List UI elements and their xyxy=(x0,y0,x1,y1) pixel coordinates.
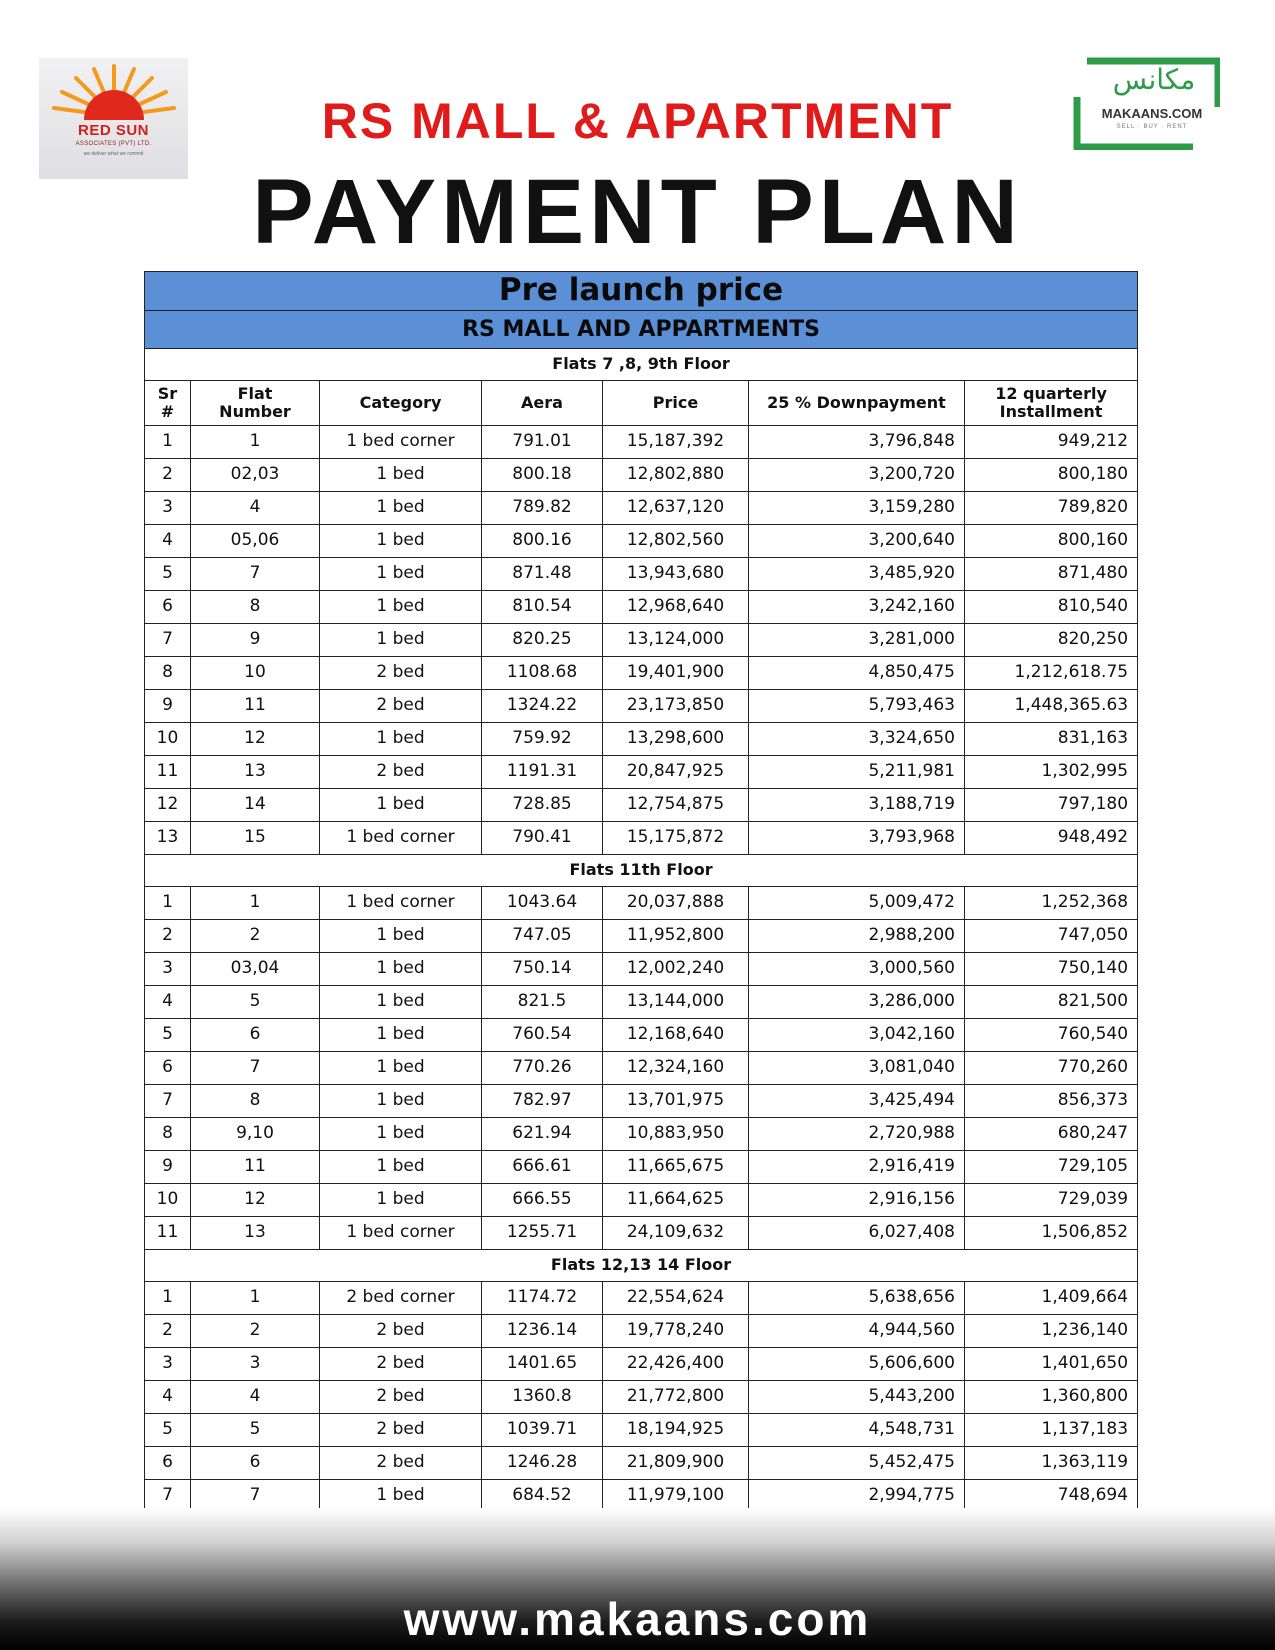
flat-number-cell: 3 xyxy=(191,1348,320,1381)
area-cell: 684.52 xyxy=(482,1480,603,1513)
table-row xyxy=(145,1118,1138,1151)
category-cell: 1 bed xyxy=(320,525,482,558)
flat-number-cell: 1 xyxy=(191,426,320,459)
downpayment-cell: 2,720,988 xyxy=(749,1118,965,1151)
column-header: Category xyxy=(320,381,482,426)
price-cell: 19,778,240 xyxy=(603,1315,749,1348)
flat-number-cell: 6 xyxy=(191,1447,320,1480)
price-cell: 15,175,872 xyxy=(603,822,749,855)
area-cell: 820.25 xyxy=(482,624,603,657)
downpayment-cell: 3,425,494 xyxy=(749,1085,965,1118)
area-cell: 800.18 xyxy=(482,459,603,492)
table-row xyxy=(145,1282,1138,1315)
area-cell: 1108.68 xyxy=(482,657,603,690)
column-header: 12 quarterly Installment xyxy=(965,381,1138,426)
area-cell: 810.54 xyxy=(482,591,603,624)
category-cell: 2 bed xyxy=(320,1447,482,1480)
downpayment-cell: 3,281,000 xyxy=(749,624,965,657)
area-cell: 1191.31 xyxy=(482,756,603,789)
area-cell: 791.01 xyxy=(482,426,603,459)
table-row xyxy=(145,525,1138,558)
price-cell: 21,772,800 xyxy=(603,1381,749,1414)
installment-cell: 1,409,664 xyxy=(965,1282,1138,1315)
flat-number-cell: 8 xyxy=(191,591,320,624)
table-row xyxy=(145,591,1138,624)
table-title: Pre launch price xyxy=(145,272,1138,311)
installment-cell: 856,373 xyxy=(965,1085,1138,1118)
category-cell: 1 bed corner xyxy=(320,822,482,855)
installment-cell: 800,180 xyxy=(965,459,1138,492)
downpayment-cell: 6,027,408 xyxy=(749,1217,965,1250)
downpayment-cell: 3,485,920 xyxy=(749,558,965,591)
area-cell: 770.26 xyxy=(482,1052,603,1085)
category-cell: 1 bed corner xyxy=(320,1217,482,1250)
category-cell: 2 bed xyxy=(320,1414,482,1447)
flat-number-cell: 11 xyxy=(191,1151,320,1184)
flat-number-cell: 15 xyxy=(191,822,320,855)
table-row xyxy=(145,789,1138,822)
installment-cell: 797,180 xyxy=(965,789,1138,822)
column-header: 25 % Downpayment xyxy=(749,381,965,426)
sr-cell: 6 xyxy=(145,591,191,624)
downpayment-cell: 2,916,419 xyxy=(749,1151,965,1184)
category-cell: 2 bed corner xyxy=(320,1282,482,1315)
category-cell: 2 bed xyxy=(320,657,482,690)
downpayment-cell: 3,188,719 xyxy=(749,789,965,822)
area-cell: 1039.71 xyxy=(482,1414,603,1447)
area-cell: 666.55 xyxy=(482,1184,603,1217)
category-cell: 1 bed xyxy=(320,723,482,756)
price-cell: 19,401,900 xyxy=(603,657,749,690)
downpayment-cell: 3,042,160 xyxy=(749,1019,965,1052)
sr-cell: 3 xyxy=(145,1348,191,1381)
area-cell: 871.48 xyxy=(482,558,603,591)
area-cell: 621.94 xyxy=(482,1118,603,1151)
installment-cell: 810,540 xyxy=(965,591,1138,624)
category-cell: 1 bed corner xyxy=(320,426,482,459)
footer-bar xyxy=(0,1508,1275,1650)
table-row xyxy=(145,1151,1138,1184)
installment-cell: 831,163 xyxy=(965,723,1138,756)
downpayment-cell: 5,452,475 xyxy=(749,1447,965,1480)
flat-number-cell: 7 xyxy=(191,1480,320,1513)
category-cell: 1 bed xyxy=(320,1184,482,1217)
category-cell: 1 bed xyxy=(320,1118,482,1151)
installment-cell: 680,247 xyxy=(965,1118,1138,1151)
area-cell: 728.85 xyxy=(482,789,603,822)
downpayment-cell: 2,994,775 xyxy=(749,1480,965,1513)
area-cell: 1043.64 xyxy=(482,887,603,920)
area-cell: 800.16 xyxy=(482,525,603,558)
page-title: RS MALL & APARTMENT xyxy=(321,93,954,149)
sr-cell: 8 xyxy=(145,1118,191,1151)
price-cell: 11,979,100 xyxy=(603,1480,749,1513)
category-cell: 2 bed xyxy=(320,756,482,789)
sr-cell: 9 xyxy=(145,1151,191,1184)
column-header: Price xyxy=(603,381,749,426)
column-header: Flat Number xyxy=(191,381,320,426)
sr-cell: 12 xyxy=(145,789,191,822)
category-cell: 1 bed xyxy=(320,1019,482,1052)
sr-cell: 6 xyxy=(145,1447,191,1480)
area-cell: 790.41 xyxy=(482,822,603,855)
sr-cell: 7 xyxy=(145,1085,191,1118)
sr-cell: 5 xyxy=(145,558,191,591)
downpayment-cell: 5,638,656 xyxy=(749,1282,965,1315)
table-row xyxy=(145,1184,1138,1217)
category-cell: 2 bed xyxy=(320,1348,482,1381)
installment-cell: 1,302,995 xyxy=(965,756,1138,789)
downpayment-cell: 5,606,600 xyxy=(749,1348,965,1381)
section-heading: Flats 11th Floor xyxy=(145,855,1138,887)
installment-cell: 871,480 xyxy=(965,558,1138,591)
flat-number-cell: 11 xyxy=(191,690,320,723)
installment-cell: 748,694 xyxy=(965,1480,1138,1513)
table-row xyxy=(145,1315,1138,1348)
flat-number-cell: 1 xyxy=(191,887,320,920)
downpayment-cell: 2,916,156 xyxy=(749,1184,965,1217)
price-cell: 12,324,160 xyxy=(603,1052,749,1085)
flat-number-cell: 9,10 xyxy=(191,1118,320,1151)
category-cell: 1 bed xyxy=(320,591,482,624)
downpayment-cell: 3,081,040 xyxy=(749,1052,965,1085)
flat-number-cell: 2 xyxy=(191,1315,320,1348)
flat-number-cell: 4 xyxy=(191,492,320,525)
installment-cell: 1,363,119 xyxy=(965,1447,1138,1480)
flat-number-cell: 7 xyxy=(191,1052,320,1085)
price-cell: 11,664,625 xyxy=(603,1184,749,1217)
installment-cell: 729,039 xyxy=(965,1184,1138,1217)
flat-number-cell: 13 xyxy=(191,1217,320,1250)
downpayment-cell: 5,009,472 xyxy=(749,887,965,920)
column-header: Aera xyxy=(482,381,603,426)
installment-cell: 821,500 xyxy=(965,986,1138,1019)
downpayment-cell: 5,443,200 xyxy=(749,1381,965,1414)
price-cell: 12,802,560 xyxy=(603,525,749,558)
category-cell: 1 bed xyxy=(320,459,482,492)
category-cell: 2 bed xyxy=(320,1315,482,1348)
category-cell: 1 bed xyxy=(320,492,482,525)
downpayment-cell: 3,324,650 xyxy=(749,723,965,756)
table-row xyxy=(145,1052,1138,1085)
category-cell: 1 bed xyxy=(320,986,482,1019)
downpayment-cell: 4,548,731 xyxy=(749,1414,965,1447)
installment-cell: 1,360,800 xyxy=(965,1381,1138,1414)
sr-cell: 4 xyxy=(145,525,191,558)
area-cell: 666.61 xyxy=(482,1151,603,1184)
red-sun-subtitle: ASSOCIATES (PVT) LTD. xyxy=(75,141,152,147)
downpayment-cell: 3,793,968 xyxy=(749,822,965,855)
flat-number-cell: 02,03 xyxy=(191,459,320,492)
category-cell: 1 bed xyxy=(320,1085,482,1118)
area-cell: 760.54 xyxy=(482,1019,603,1052)
downpayment-cell: 3,286,000 xyxy=(749,986,965,1019)
downpayment-cell: 5,211,981 xyxy=(749,756,965,789)
table-row xyxy=(145,624,1138,657)
downpayment-cell: 5,793,463 xyxy=(749,690,965,723)
sr-cell: 11 xyxy=(145,1217,191,1250)
flat-number-cell: 7 xyxy=(191,558,320,591)
flat-number-cell: 14 xyxy=(191,789,320,822)
price-cell: 13,124,000 xyxy=(603,624,749,657)
price-cell: 22,426,400 xyxy=(603,1348,749,1381)
sr-cell: 11 xyxy=(145,756,191,789)
table-row xyxy=(145,920,1138,953)
flat-number-cell: 12 xyxy=(191,1184,320,1217)
table-row xyxy=(145,822,1138,855)
category-cell: 2 bed xyxy=(320,1381,482,1414)
installment-cell: 949,212 xyxy=(965,426,1138,459)
price-cell: 10,883,950 xyxy=(603,1118,749,1151)
sr-cell: 7 xyxy=(145,624,191,657)
downpayment-cell: 4,850,475 xyxy=(749,657,965,690)
price-cell: 12,002,240 xyxy=(603,953,749,986)
downpayment-cell: 4,944,560 xyxy=(749,1315,965,1348)
installment-cell: 1,212,618.75 xyxy=(965,657,1138,690)
flat-number-cell: 5 xyxy=(191,1414,320,1447)
installment-cell: 1,252,368 xyxy=(965,887,1138,920)
flat-number-cell: 12 xyxy=(191,723,320,756)
price-cell: 12,754,875 xyxy=(603,789,749,822)
price-cell: 20,037,888 xyxy=(603,887,749,920)
price-cell: 12,168,640 xyxy=(603,1019,749,1052)
flat-number-cell: 9 xyxy=(191,624,320,657)
category-cell: 1 bed xyxy=(320,624,482,657)
table-row xyxy=(145,459,1138,492)
installment-cell: 750,140 xyxy=(965,953,1138,986)
area-cell: 1324.22 xyxy=(482,690,603,723)
table-row xyxy=(145,690,1138,723)
sr-cell: 10 xyxy=(145,723,191,756)
installment-cell: 760,540 xyxy=(965,1019,1138,1052)
price-cell: 11,952,800 xyxy=(603,920,749,953)
flat-number-cell: 8 xyxy=(191,1085,320,1118)
table-row xyxy=(145,723,1138,756)
table-row xyxy=(145,558,1138,591)
table-row xyxy=(145,953,1138,986)
price-cell: 20,847,925 xyxy=(603,756,749,789)
flat-number-cell: 1 xyxy=(191,1282,320,1315)
price-cell: 23,173,850 xyxy=(603,690,749,723)
price-cell: 13,298,600 xyxy=(603,723,749,756)
area-cell: 789.82 xyxy=(482,492,603,525)
sr-cell: 2 xyxy=(145,920,191,953)
section-heading: Flats 12,13 14 Floor xyxy=(145,1250,1138,1282)
table-row xyxy=(145,1447,1138,1480)
downpayment-cell: 3,242,160 xyxy=(749,591,965,624)
price-cell: 12,968,640 xyxy=(603,591,749,624)
sr-cell: 5 xyxy=(145,1019,191,1052)
table-row xyxy=(145,1085,1138,1118)
price-cell: 13,943,680 xyxy=(603,558,749,591)
sr-cell: 9 xyxy=(145,690,191,723)
area-cell: 1236.14 xyxy=(482,1315,603,1348)
flat-number-cell: 6 xyxy=(191,1019,320,1052)
price-cell: 13,144,000 xyxy=(603,986,749,1019)
sr-cell: 7 xyxy=(145,1480,191,1513)
sr-cell: 5 xyxy=(145,1414,191,1447)
area-cell: 750.14 xyxy=(482,953,603,986)
price-cell: 24,109,632 xyxy=(603,1217,749,1250)
price-cell: 12,637,120 xyxy=(603,492,749,525)
installment-cell: 1,137,183 xyxy=(965,1414,1138,1447)
category-cell: 1 bed xyxy=(320,1480,482,1513)
area-cell: 1174.72 xyxy=(482,1282,603,1315)
price-cell: 11,665,675 xyxy=(603,1151,749,1184)
category-cell: 1 bed xyxy=(320,920,482,953)
downpayment-cell: 3,000,560 xyxy=(749,953,965,986)
category-cell: 1 bed xyxy=(320,953,482,986)
flat-number-cell: 10 xyxy=(191,657,320,690)
downpayment-cell: 2,988,200 xyxy=(749,920,965,953)
installment-cell: 948,492 xyxy=(965,822,1138,855)
table-subtitle: RS MALL AND APPARTMENTS xyxy=(145,311,1138,349)
table-row xyxy=(145,1414,1138,1447)
downpayment-cell: 3,200,640 xyxy=(749,525,965,558)
table-row xyxy=(145,986,1138,1019)
area-cell: 1401.65 xyxy=(482,1348,603,1381)
flat-number-cell: 05,06 xyxy=(191,525,320,558)
table-row xyxy=(145,1381,1138,1414)
category-cell: 1 bed corner xyxy=(320,887,482,920)
price-cell: 22,554,624 xyxy=(603,1282,749,1315)
area-cell: 759.92 xyxy=(482,723,603,756)
price-cell: 13,701,975 xyxy=(603,1085,749,1118)
price-cell: 18,194,925 xyxy=(603,1414,749,1447)
sr-cell: 6 xyxy=(145,1052,191,1085)
column-header: Sr # xyxy=(145,381,191,426)
table-row xyxy=(145,756,1138,789)
sr-cell: 13 xyxy=(145,822,191,855)
table-row xyxy=(145,1348,1138,1381)
flat-number-cell: 03,04 xyxy=(191,953,320,986)
red-sun-brand: RED SUN xyxy=(77,122,149,139)
sr-cell: 2 xyxy=(145,459,191,492)
sr-cell: 4 xyxy=(145,1381,191,1414)
area-cell: 747.05 xyxy=(482,920,603,953)
price-cell: 21,809,900 xyxy=(603,1447,749,1480)
category-cell: 1 bed xyxy=(320,1052,482,1085)
makaans-tagline: SELL · BUY · RENT xyxy=(1116,124,1188,130)
category-cell: 2 bed xyxy=(320,690,482,723)
area-cell: 1360.8 xyxy=(482,1381,603,1414)
area-cell: 782.97 xyxy=(482,1085,603,1118)
sr-cell: 1 xyxy=(145,426,191,459)
red-sun-tagline: we deliver what we commit xyxy=(83,151,144,157)
area-cell: 1246.28 xyxy=(482,1447,603,1480)
installment-cell: 1,448,365.63 xyxy=(965,690,1138,723)
installment-cell: 1,236,140 xyxy=(965,1315,1138,1348)
price-cell: 15,187,392 xyxy=(603,426,749,459)
installment-cell: 800,160 xyxy=(965,525,1138,558)
table-row xyxy=(145,657,1138,690)
installment-cell: 789,820 xyxy=(965,492,1138,525)
area-cell: 1255.71 xyxy=(482,1217,603,1250)
price-cell: 12,802,880 xyxy=(603,459,749,492)
flat-number-cell: 2 xyxy=(191,920,320,953)
sr-cell: 10 xyxy=(145,1184,191,1217)
flat-number-cell: 4 xyxy=(191,1381,320,1414)
table-row xyxy=(145,1019,1138,1052)
payment-plan-table xyxy=(144,271,1138,1546)
table-row xyxy=(145,492,1138,525)
sr-cell: 3 xyxy=(145,492,191,525)
sr-cell: 4 xyxy=(145,986,191,1019)
category-cell: 1 bed xyxy=(320,789,482,822)
installment-cell: 1,401,650 xyxy=(965,1348,1138,1381)
downpayment-cell: 3,200,720 xyxy=(749,459,965,492)
table-row xyxy=(145,887,1138,920)
area-cell: 821.5 xyxy=(482,986,603,1019)
installment-cell: 747,050 xyxy=(965,920,1138,953)
sr-cell: 1 xyxy=(145,887,191,920)
sr-cell: 3 xyxy=(145,953,191,986)
sr-cell: 1 xyxy=(145,1282,191,1315)
table-header-row xyxy=(145,381,1138,426)
category-cell: 1 bed xyxy=(320,1151,482,1184)
section-heading: Flats 7 ,8, 9th Floor xyxy=(145,349,1138,381)
installment-cell: 729,105 xyxy=(965,1151,1138,1184)
page-subtitle: PAYMENT PLAN xyxy=(252,161,1023,263)
category-cell: 1 bed xyxy=(320,558,482,591)
flat-number-cell: 13 xyxy=(191,756,320,789)
makaans-urdu-wordmark: مکانس xyxy=(1112,63,1196,96)
flat-number-cell: 5 xyxy=(191,986,320,1019)
installment-cell: 770,260 xyxy=(965,1052,1138,1085)
installment-cell: 1,506,852 xyxy=(965,1217,1138,1250)
downpayment-cell: 3,796,848 xyxy=(749,426,965,459)
sr-cell: 2 xyxy=(145,1315,191,1348)
table-row xyxy=(145,1217,1138,1250)
footer-url: www.makaans.com xyxy=(403,1593,872,1645)
makaans-brand: MAKAANS.COM xyxy=(1101,106,1203,121)
sr-cell: 8 xyxy=(145,657,191,690)
downpayment-cell: 3,159,280 xyxy=(749,492,965,525)
table-row xyxy=(145,426,1138,459)
installment-cell: 820,250 xyxy=(965,624,1138,657)
